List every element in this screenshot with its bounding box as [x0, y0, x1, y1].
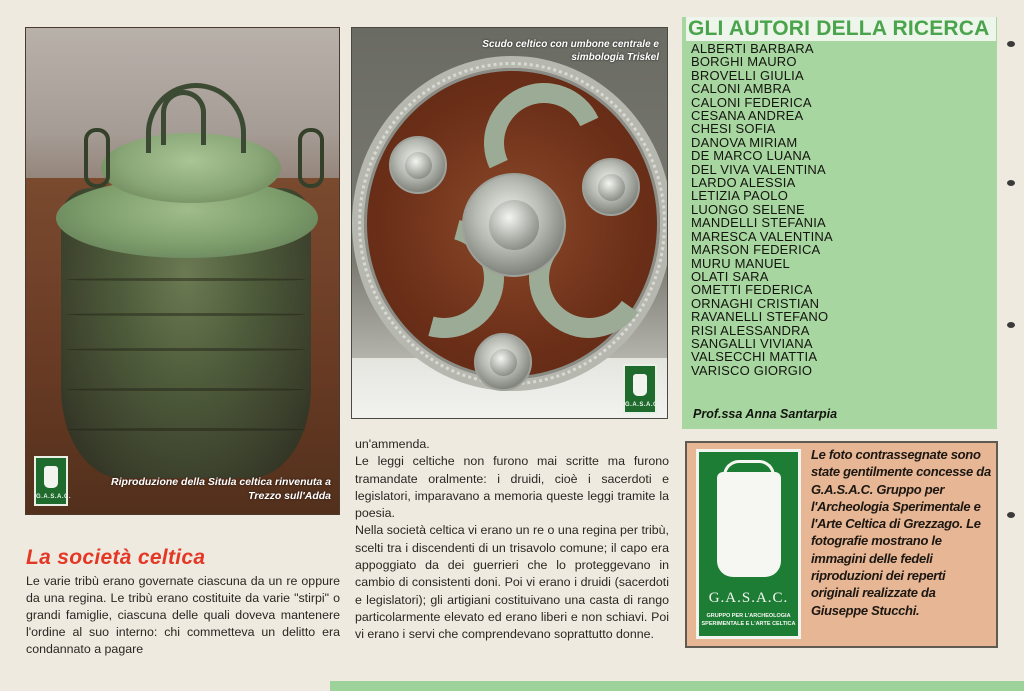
author-name: ALBERTI BARBARA	[691, 41, 814, 56]
situla-band	[66, 313, 306, 316]
article-paragraph: Nella società celtica vi erano un re o una regina per tribù, scelti tra i discendenti di un trisavolo comune; il capo era appoggiato da dei guerrieri che lo proteggevano in cambio di consistenti doni. Poi vi erano i druidi (sacerdoti e legislatori); gli artigiani costituivano una casta di rango particolarmente elevato ed erano liberi e non schiavi. Poi vi erano i servi che comprendevano soprattutto donne.	[355, 523, 669, 642]
logo-subtitle: GRUPPO PER L'ARCHEOLOGIA SPERIMENTALE E L'ARTE CELTICA	[701, 613, 796, 627]
author-name: LUONGO SELENE	[691, 201, 805, 217]
author-name: CALONI AMBRA	[691, 81, 791, 97]
jar-icon	[44, 466, 58, 488]
shield-small-boss	[389, 136, 447, 194]
author-name: BROVELLI GIULIA	[691, 67, 804, 83]
author-name: SANGALLI VIVIANA	[691, 335, 813, 351]
author-name: OLATI SARA	[691, 268, 769, 284]
author-name: OMETTI FEDERICA	[691, 282, 813, 298]
author-name: MARESCA VALENTINA	[691, 228, 833, 244]
author-name: RAVANELLI STEFANO	[691, 309, 829, 325]
author-name: MURU MANUEL	[691, 255, 790, 271]
gasac-logo	[696, 449, 801, 639]
badge-text: G.A.S.A.C.	[36, 494, 72, 500]
shield-caption: Scudo celtico con umbone centrale e simbologia Triskel	[482, 39, 659, 63]
professor-name: Prof.ssa Anna Santarpia	[693, 407, 838, 421]
situla-handle-inner	[161, 90, 206, 145]
situla-band	[66, 388, 306, 391]
author-name: CHESI SOFIA	[691, 121, 776, 137]
author-name: BORGHI MAURO	[691, 54, 797, 70]
jar-icon	[717, 472, 781, 577]
situla-band	[66, 348, 306, 351]
situla-caption: Riproduzione della Situla celtica rinvenuta a Trezzo sull'Adda	[111, 476, 331, 502]
gasac-badge-icon	[623, 364, 661, 414]
shield-central-boss	[462, 173, 566, 277]
article-headline: La società celtica	[26, 546, 206, 569]
jar-icon	[633, 374, 647, 396]
article-paragraph: un'ammenda.	[355, 437, 430, 451]
author-name: VALSECCHI MATTIA	[691, 349, 818, 365]
shield-small-boss	[582, 158, 640, 216]
author-name: CALONI FEDERICA	[691, 94, 812, 110]
celtic-shield	[352, 56, 668, 391]
author-name: MANDELLI STEFANIA	[691, 215, 826, 231]
article-paragraph: Le leggi celtiche non furono mai scritte ma furono tramandate oralmente: i druidi, cioè i sacerdoti e legislatori, imparavano a memoria queste leggi tramite la poesia.	[355, 454, 669, 521]
bottom-strip	[330, 681, 1024, 691]
author-name: CESANA ANDREA	[691, 108, 804, 124]
authors-title: GLI AUTORI DELLA RICERCA	[686, 17, 996, 41]
margin-mark	[1007, 41, 1015, 47]
margin-mark	[1007, 322, 1015, 328]
authors-panel	[682, 17, 997, 429]
author-name: DEL VIVA VALENTINA	[691, 161, 826, 177]
situla-band	[66, 428, 306, 431]
author-name: MARSON FEDERICA	[691, 242, 821, 258]
situla-ear-left	[84, 128, 110, 188]
authors-list	[691, 42, 833, 377]
author-name: LETIZIA PAOLO	[691, 188, 789, 204]
situla-photo	[25, 27, 340, 515]
margin-mark	[1007, 512, 1015, 518]
author-name: DE MARCO LUANA	[691, 148, 811, 164]
badge-text: G.A.S.A.C.	[625, 402, 661, 408]
article-column-2	[355, 436, 669, 644]
author-name: ORNAGHI CRISTIAN	[691, 295, 820, 311]
shield-photo	[351, 27, 668, 419]
author-name: RISI ALESSANDRA	[691, 322, 810, 338]
shield-small-boss	[474, 333, 532, 391]
author-name: VARISCO GIORGIO	[691, 362, 813, 378]
credits-box	[685, 441, 998, 648]
article-column-1: Le varie tribù erano governate ciascuna da un re oppure da una regina. Le tribù erano costituite da varie "stirpi" o grandi famiglie, ciascuna delle quali doveva mantenere l'ordine al suo interno: chi commetteva un delitto era condannato a pagare	[26, 574, 340, 656]
situla-band	[66, 278, 306, 281]
author-name: LARDO ALESSIA	[691, 175, 796, 191]
logo-name: G.A.S.A.C.	[708, 590, 789, 606]
situla-ear-right	[298, 128, 324, 188]
margin-mark	[1007, 180, 1015, 186]
author-name: DANOVA MIRIAM	[691, 134, 798, 150]
gasac-badge-icon	[34, 456, 72, 506]
credits-text: Le foto contrassegnate sono state gentilmente concesse da G.A.S.A.C. Gruppo per l'Archeologia Sperimentale e l'Arte Celtica di Grezzago. Le fotografie mostrano le immagini delle fedeli riproduzioni dei reperti originali realizzate da Giuseppe Stucchi.	[811, 447, 991, 618]
